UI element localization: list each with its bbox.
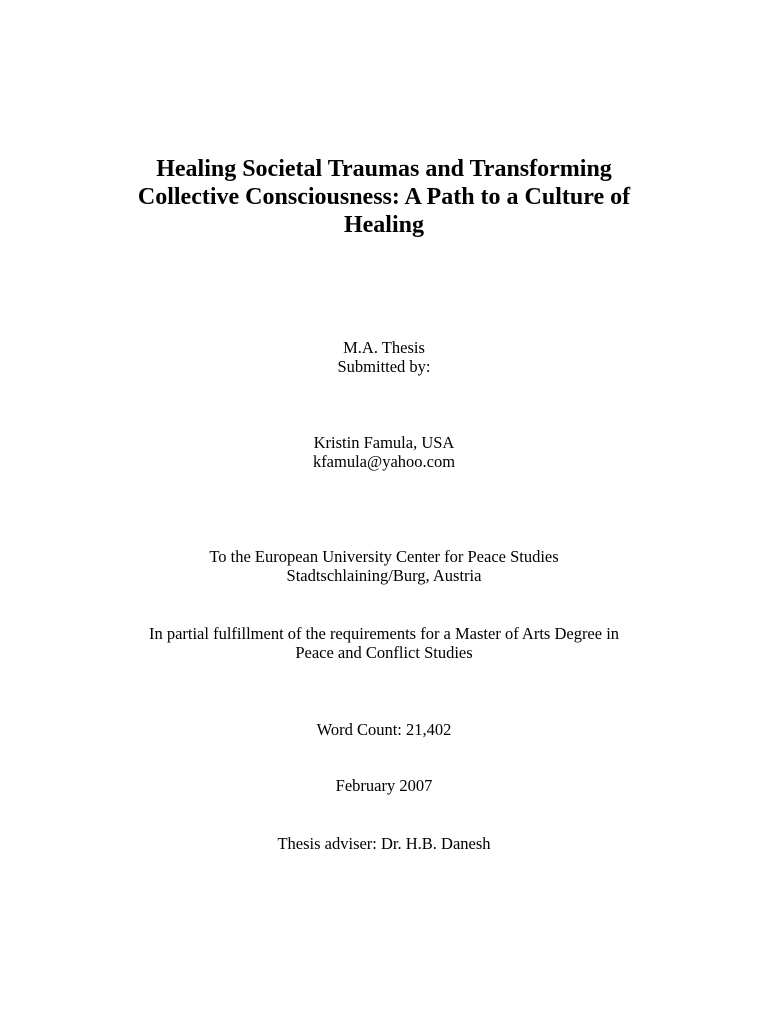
author-email: kfamula@yahoo.com [312, 452, 456, 471]
institution-location: Stadtschlaining/Burg, Austria [286, 566, 482, 585]
submitted-by-label: Submitted by: [337, 357, 431, 376]
author-name: Kristin Famula, USA [313, 433, 455, 452]
title-line-3: Healing [343, 212, 424, 238]
title-line-2: Collective Consciousness: A Path to a Culture of [137, 184, 631, 210]
fulfillment-line-2: Peace and Conflict Studies [295, 643, 473, 662]
thesis-adviser: Thesis adviser: Dr. H.B. Danesh [277, 834, 491, 853]
institution-name: To the European University Center for Peace Studies [209, 547, 559, 566]
submission-date: February 2007 [335, 776, 433, 795]
thesis-type: M.A. Thesis [343, 338, 425, 357]
title-line-1: Healing Societal Traumas and Transforming [156, 156, 612, 182]
word-count: Word Count: 21,402 [316, 720, 452, 739]
fulfillment-line-1: In partial fulfillment of the requirements for a Master of Arts Degree in [148, 624, 620, 643]
